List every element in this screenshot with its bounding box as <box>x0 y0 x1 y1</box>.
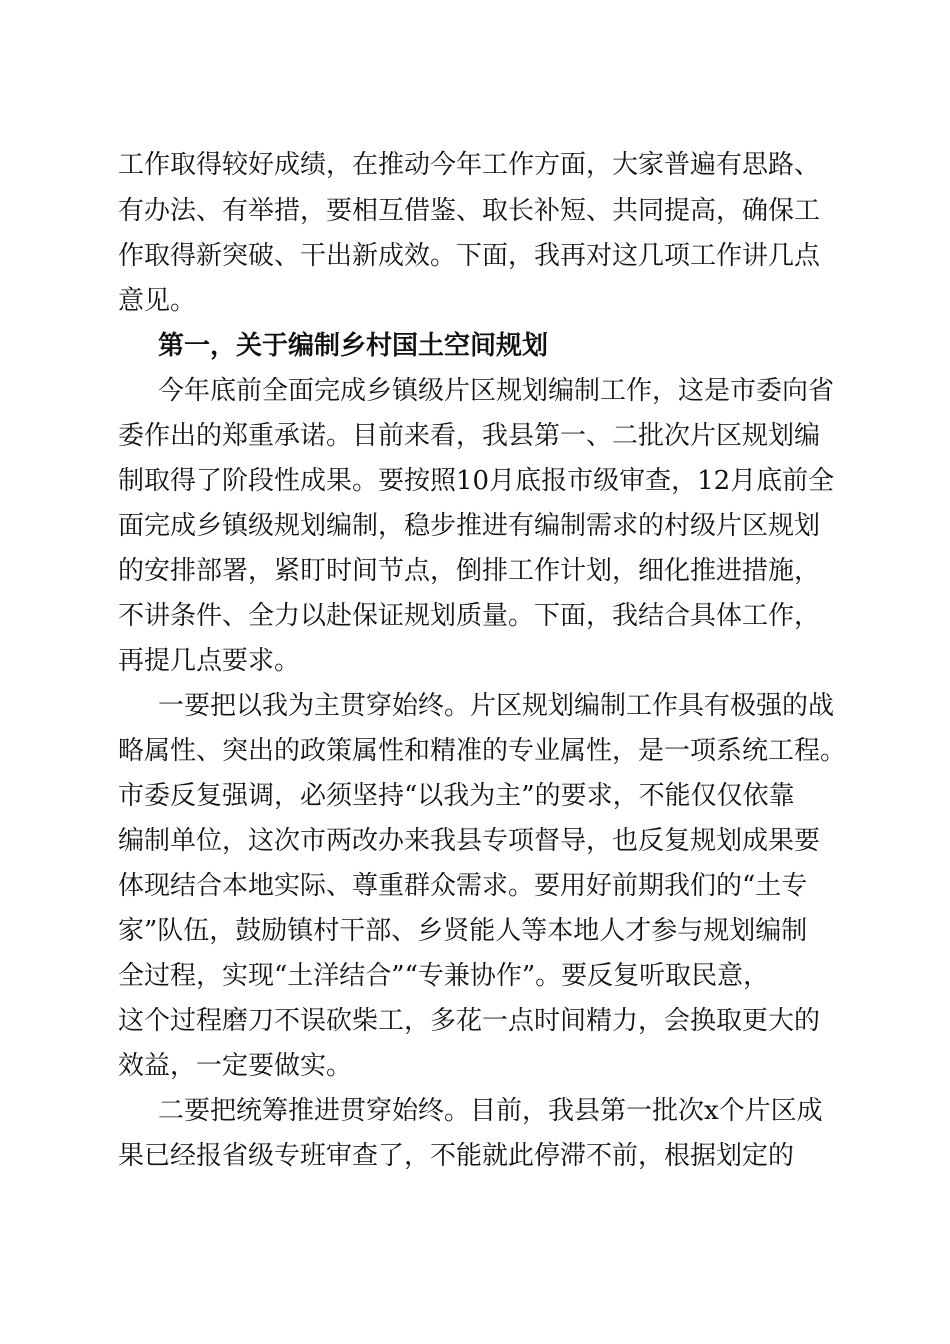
paragraph-line: 制取得了阶段性成果。要按照10月底报市级审查，12月底前全 <box>118 466 835 496</box>
paragraph-line: 效益，一定要做实。 <box>118 1051 353 1081</box>
section-heading: 第一，关于编制乡村国土空间规划 <box>158 331 549 361</box>
paragraph-line: 略属性、突出的政策属性和精准的专业属性，是一项系统工程。 <box>118 736 847 766</box>
paragraph-line: 果已经报省级专班审查了，不能就此停滞不前，根据划定的 <box>118 1141 795 1171</box>
paragraph-line: 意见。 <box>118 286 197 316</box>
paragraph-line: 市委反复强调，必须坚持“以我为主”的要求，不能仅仅依靠 <box>118 781 795 811</box>
paragraph-line: 这个过程磨刀不误砍柴工，多花一点时间精力，会换取更大的 <box>118 1006 821 1036</box>
paragraph-line: 家”队伍，鼓励镇村干部、乡贤能人等本地人才参与规划编制 <box>118 916 808 946</box>
paragraph-line: 的安排部署，紧盯时间节点，倒排工作计划，细化推进措施， <box>118 556 821 586</box>
paragraph-line: 作取得新突破、干出新成效。下面，我再对这几项工作讲几点 <box>118 241 821 271</box>
paragraph-line: 委作出的郑重承诺。目前来看，我县第一、二批次片区规划编 <box>118 421 821 451</box>
paragraph-line: 工作取得较好成绩，在推动今年工作方面，大家普遍有思路、 <box>118 150 821 180</box>
paragraph-line: 不讲条件、全力以赴保证规划质量。下面，我结合具体工作， <box>118 601 821 631</box>
paragraph-line: 体现结合本地实际、尊重群众需求。要用好前期我们的“土专 <box>118 871 808 901</box>
paragraph-line: 有办法、有举措，要相互借鉴、取长补短、共同提高，确保工 <box>118 196 821 226</box>
paragraph-line: 今年底前全面完成乡镇级片区规划编制工作，这是市委向省 <box>158 376 835 406</box>
paragraph-line: 再提几点要求。 <box>118 646 301 676</box>
paragraph-line: 编制单位，这次市两改办来我县专项督导，也反复规划成果要 <box>118 826 821 856</box>
paragraph-line: 面完成乡镇级规划编制，稳步推进有编制需求的村级片区规划 <box>118 511 821 541</box>
paragraph-line: 二要把统筹推进贯穿始终。目前，我县第一批次x个片区成 <box>158 1096 823 1126</box>
paragraph-line: 全过程，实现“土洋结合”“专兼协作”。要反复听取民意， <box>118 961 770 991</box>
paragraph-line: 一要把以我为主贯穿始终。片区规划编制工作具有极强的战 <box>158 691 835 721</box>
